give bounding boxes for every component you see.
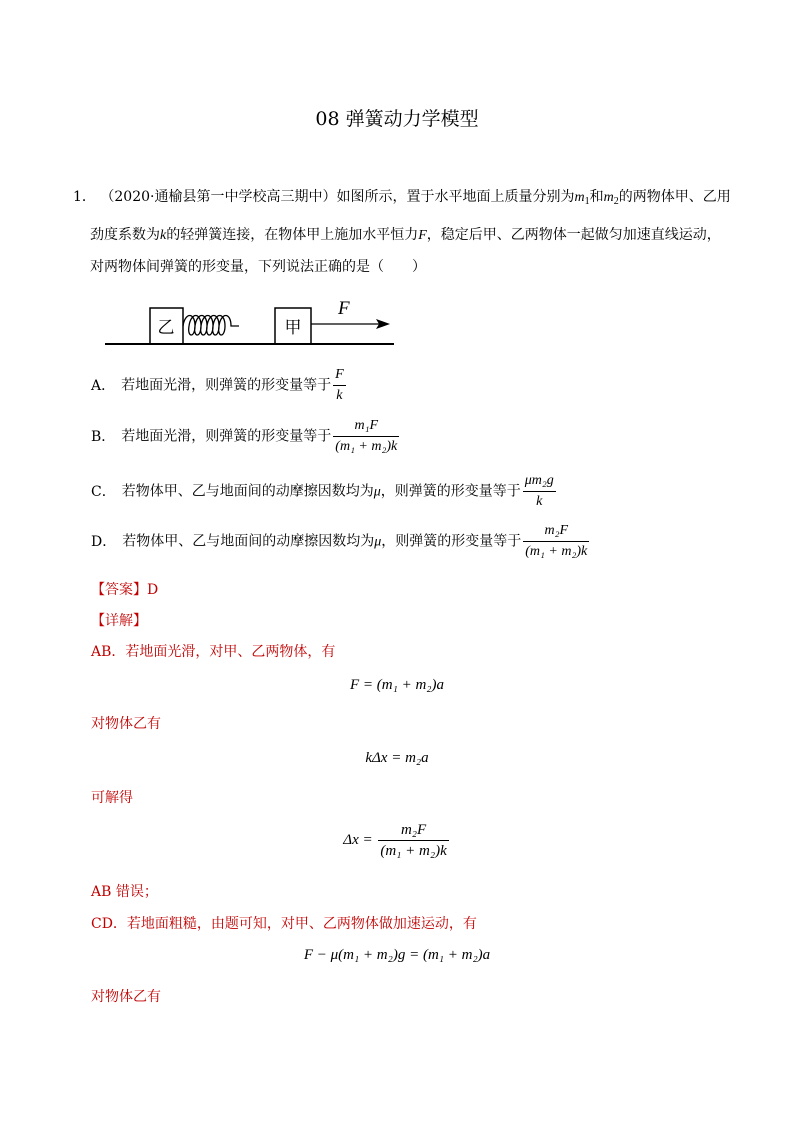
answer-line	[91, 580, 158, 600]
option-a: A． 若地面光滑，则弹簧的形变量等于 $\frac{F}{k}$	[91, 367, 344, 403]
question-number: 1．	[73, 189, 96, 205]
explain-tag: 【详解】	[91, 613, 147, 629]
explain-solve: 可解得	[91, 790, 133, 806]
spring	[183, 316, 239, 336]
option-a-fraction: $\frac{F}{k}$	[335, 367, 344, 403]
equation-1: F = (m₁ + m₂)a	[350, 677, 444, 693]
answer-value: D	[147, 582, 159, 598]
equation-2: kΔx = m₂a	[365, 750, 429, 766]
equation-3-fraction: $\frac{\text{m₂F}}{\text{(m₁ + m₂)k}}$	[380, 822, 447, 859]
explain-cd-intro: CD．若地面粗糙，由题可知，对甲、乙两物体做加速运动，有	[91, 916, 477, 932]
explain-object-b: 对物体乙有	[91, 716, 161, 732]
option-d: D． 若物体甲、乙与地面间的动摩擦因数均为μ，则弹簧的形变量等于 $\frac{\text{m₂F}}{\text{(m₁ + m₂)k}}$	[91, 523, 588, 559]
page-title: 08 弹簧动力学模型	[315, 108, 479, 130]
block-jia-label: 甲	[284, 318, 302, 338]
block-yi-label: 乙	[157, 318, 175, 338]
explain-ab-intro: AB．若地面光滑，对甲、乙两物体，有	[91, 644, 336, 660]
explain-object-b-2: 对物体乙有	[91, 989, 161, 1005]
explain-ab-wrong: AB 错误；	[91, 884, 158, 900]
option-c-fraction: $\frac{\text{μm₂g}}{k}$	[524, 473, 554, 509]
option-c: C． 若物体甲、乙与地面间的动摩擦因数均为μ，则弹簧的形变量等于 $\frac{\text{μm₂g}}{k}$	[91, 473, 554, 509]
force-label: F	[338, 298, 350, 319]
equation-3: Δx = $\frac{\text{m₂F}}{\text{(m₁ + m₂)k}}$	[343, 822, 447, 859]
question-line-1: 1． （2020·通榆县第一中学校高三期中）如图所示，置于水平地面上质量分别为$m_1$和$m_2$的两物体甲、乙用	[73, 189, 731, 207]
spring-block-figure	[100, 296, 400, 350]
question-line-2: 劲度系数为k的轻弹簧连接，在物体甲上施加水平恒力F，稳定后甲、乙两物体一起做匀加速直线运动，	[90, 227, 721, 243]
option-d-fraction: $\frac{\text{m₂F}}{\text{(m₁ + m₂)k}}$	[525, 523, 588, 559]
option-b: B． 若地面光滑，则弹簧的形变量等于 $\frac{\text{m₁F}}{\text{(m₁ + m₂)k}}$	[91, 418, 398, 454]
option-b-fraction: $\frac{\text{m₁F}}{\text{(m₁ + m₂)k}}$	[335, 418, 398, 454]
answer-tag: 【答案】	[91, 582, 147, 598]
equation-4: F − μ(m₁ + m₂)g = (m₁ + m₂)a	[303, 947, 491, 963]
question-line-3: 对两物体间弹簧的形变量，下列说法正确的是（ ）	[90, 259, 426, 275]
